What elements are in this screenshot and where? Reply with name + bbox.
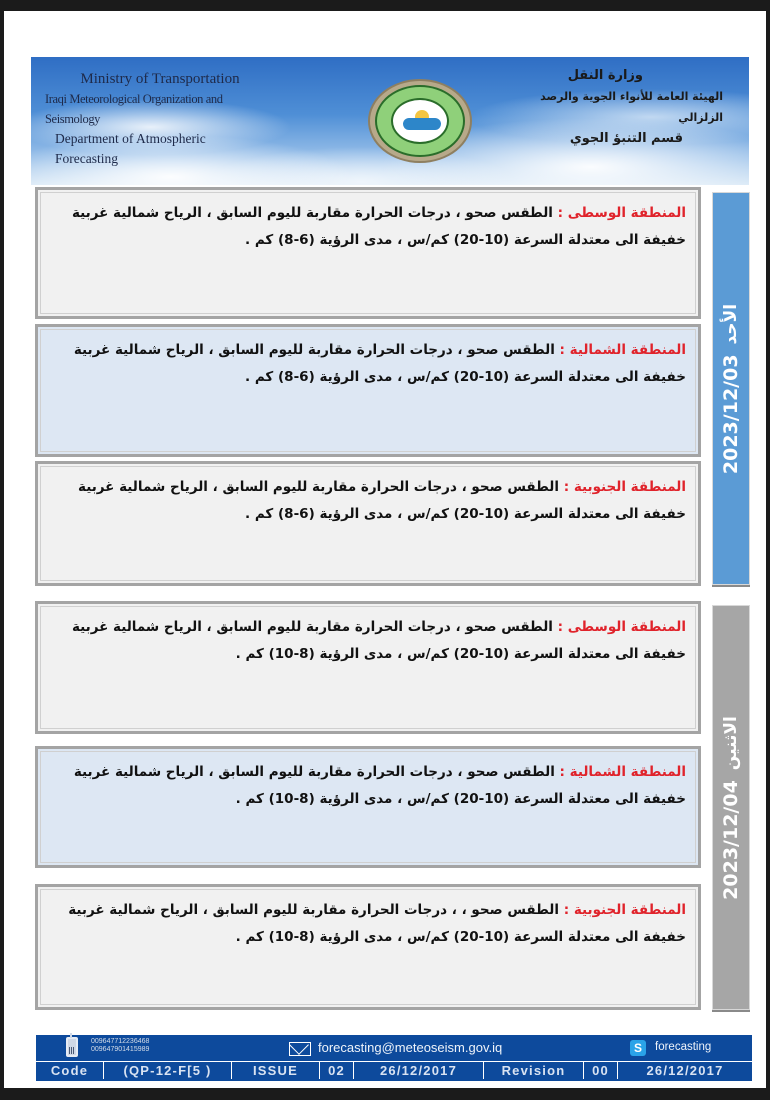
forecast-body: الطقس صحو ، درجات الحرارة مقاربة لليوم السابق ، الرياح شمالية غربية خفيفة الى معتدلة السرعة (10-20) كم/س ، مدى الرؤية (8-10) كم . <box>71 619 686 662</box>
forecast-body: الطقس صحو ، درجات الحرارة مقاربة لليوم السابق ، الرياح شمالية غربية خفيفة الى معتدلة السرعة (10-20) كم/س ، مدى الرؤية (6-8) كم . <box>73 342 686 385</box>
forecast-page <box>4 11 766 1088</box>
email-address[interactable]: forecasting@meteoseism.gov.iq <box>318 1040 503 1055</box>
department-name-en: Department of Atmospheric Forecasting <box>55 131 206 166</box>
region-card-north <box>35 324 701 457</box>
header-english <box>31 69 271 169</box>
forecast-body: الطقس صحو ، درجات الحرارة مقاربة لليوم السابق ، الرياح شمالية غربية خفيفة الى معتدلة السرعة (10-20) كم/س ، مدى الرؤية (6-8) كم . <box>71 205 686 248</box>
forecast-text <box>48 897 686 951</box>
document-control-table <box>36 1061 752 1079</box>
phone-numbers <box>91 1038 149 1054</box>
forecast-body: الطقس صحو ، درجات الحرارة مقاربة لليوم السابق ، الرياح شمالية غربية خفيفة الى معتدلة السرعة (10-20) كم/س ، مدى الرؤية (8-10) كم . <box>73 764 686 807</box>
forecast-text <box>48 200 686 254</box>
ministry-name-en: Ministry of Transportation <box>80 71 240 87</box>
region-separator: : <box>559 342 565 358</box>
revision-number: 00 <box>584 1062 618 1079</box>
region-card-north <box>35 746 701 868</box>
forecast-text <box>48 614 686 668</box>
code-value: (QP-12-F[5 ) <box>104 1062 232 1079</box>
region-separator: : <box>563 479 570 495</box>
seal-core <box>391 98 449 144</box>
region-separator: : <box>563 902 570 918</box>
issue-label: ISSUE <box>232 1062 320 1079</box>
revision-date: 26/12/2017 <box>646 1062 724 1078</box>
phone-number-2: 009647901415989 <box>91 1046 150 1053</box>
envelope-icon <box>289 1042 311 1056</box>
date-strip-day-2 <box>712 605 750 1010</box>
region-separator: : <box>557 619 564 635</box>
department-name-ar: قسم التنبؤ الجوي <box>569 131 683 146</box>
region-label: المنطقة الشمالية <box>569 764 686 780</box>
organization-seal-icon <box>368 79 472 163</box>
forecast-text <box>48 337 686 391</box>
region-label: المنطقة الوسطى <box>567 205 686 221</box>
forecast-body: الطقس صحو ، درجات الحرارة مقاربة لليوم السابق ، الرياح شمالية غربية خفيفة الى معتدلة السرعة (10-20) كم/س ، مدى الرؤية (6-8) كم . <box>78 479 686 522</box>
phone-number-1: 009647712236468 <box>91 1038 150 1045</box>
footer-contact-bar <box>36 1035 752 1081</box>
region-card-central <box>35 601 701 734</box>
code-label: Code <box>36 1062 104 1079</box>
forecast-text <box>48 759 686 813</box>
region-label: المنطقة الجنوبية <box>573 902 686 918</box>
header-arabic <box>503 65 723 149</box>
region-label: المنطقة الجنوبية <box>573 479 686 495</box>
date-label <box>720 716 742 900</box>
region-label: المنطقة الوسطى <box>567 619 686 635</box>
issue-number: 02 <box>320 1062 354 1079</box>
date-label <box>720 303 742 473</box>
forecast-body: الطقس صحو ، ، درجات الحرارة مقاربة لليوم السابق ، الرياح شمالية غربية خفيفة الى معتدلة السرعة (10-20) كم/س ، مدى الرؤية (8-10) كم . <box>68 902 686 945</box>
day-name: الأحد <box>721 303 742 344</box>
region-label: المنطقة الشمالية <box>569 342 686 358</box>
date-value: 2023/12/03 <box>720 353 743 474</box>
organization-name-ar: الهيئة العامة للأنواء الجوية والرصد الزلزالي <box>540 90 723 124</box>
seal-ring <box>375 85 465 157</box>
region-separator: : <box>557 205 564 221</box>
issue-date: 26/12/2017 <box>354 1062 484 1079</box>
forecast-text <box>48 474 686 528</box>
skype-handle: forecasting <box>655 1041 712 1053</box>
date-strip-day-1 <box>712 192 750 585</box>
region-card-central <box>35 187 701 319</box>
revision-label: Revision <box>484 1062 584 1079</box>
header-banner <box>31 57 749 185</box>
footer-contacts <box>36 1035 752 1061</box>
region-card-south <box>35 884 701 1010</box>
region-card-south <box>35 461 701 586</box>
organization-name-en: Iraqi Meteorological Organization and Seismology <box>45 92 223 126</box>
date-value: 2023/12/04 <box>720 779 742 900</box>
day-forecast-2 <box>31 596 754 1016</box>
region-separator: : <box>559 764 565 780</box>
cloud-icon <box>403 118 441 130</box>
skype-icon: S <box>630 1040 646 1056</box>
day-forecast-1 <box>31 187 754 599</box>
ministry-name-ar: وزارة النقل <box>567 68 643 83</box>
mobile-phone-icon <box>66 1037 78 1057</box>
day-name: الاثنين <box>721 715 741 770</box>
